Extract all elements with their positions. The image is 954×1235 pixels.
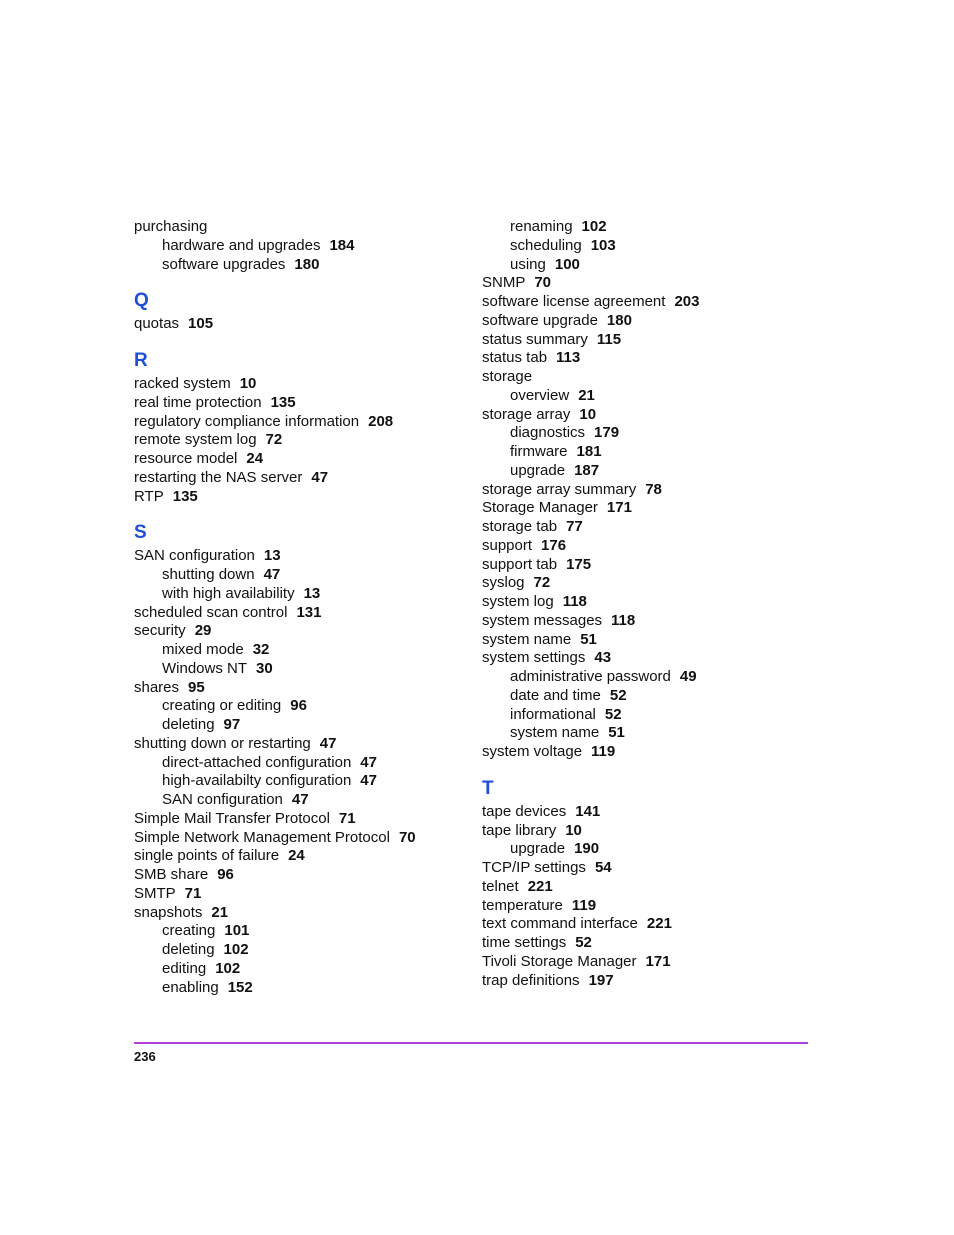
index-subentry [482, 237, 822, 256]
index-term: SMB share [134, 866, 209, 883]
index-entry [482, 537, 822, 556]
index-term: hardware and upgrades [162, 236, 321, 254]
index-letter-heading: S [134, 522, 147, 544]
index-term: restarting the NAS server [134, 468, 303, 486]
index-entry [134, 904, 474, 923]
index-term: Storage Manager [482, 499, 598, 517]
index-term: time settings [482, 934, 567, 951]
index-term: support [482, 536, 533, 554]
index-entry [482, 649, 822, 668]
index-term: regulatory compliance information [134, 412, 360, 430]
index-term: diagnostics [510, 424, 586, 442]
index-page-link[interactable]: 118 [562, 593, 587, 610]
index-entry [134, 488, 474, 507]
index-subentry [482, 668, 822, 687]
index-entry [482, 368, 822, 387]
index-term: shutting down [162, 566, 255, 583]
index-page-link[interactable]: 71 [338, 809, 356, 827]
index-term: Simple Network Management Protocol [134, 828, 390, 846]
index-term: tape devices [482, 802, 567, 820]
index-page-link[interactable]: 96 [290, 697, 307, 715]
index-page-link[interactable]: 190 [574, 840, 600, 858]
index-page-link[interactable]: 47 [291, 791, 309, 808]
index-page-link[interactable]: 152 [227, 978, 253, 996]
index-entry [482, 499, 822, 518]
index-entry [482, 803, 822, 822]
index-entry [482, 274, 822, 293]
index-term: creating or editing [162, 697, 282, 715]
index-entry [134, 885, 474, 904]
index-page-link[interactable]: 43 [594, 649, 612, 667]
index-term: SAN configuration [134, 547, 255, 565]
index-subentry [482, 256, 822, 275]
index-subentry [134, 754, 474, 773]
index-term: deleting [162, 716, 215, 733]
index-page-link[interactable]: 77 [566, 518, 583, 535]
index-subentry [482, 687, 822, 706]
index-entry [134, 679, 474, 698]
index-term: status tab [482, 349, 548, 367]
index-page-link[interactable]: 102 [215, 959, 241, 977]
index-page-link[interactable]: 184 [329, 236, 355, 254]
index-page-link[interactable]: 115 [596, 330, 622, 348]
index-page-link[interactable]: 221 [646, 915, 672, 933]
index-page-link[interactable]: 102 [581, 218, 607, 235]
index-page-link[interactable]: 97 [223, 716, 241, 733]
index-page-link[interactable]: 176 [541, 536, 567, 554]
index-entry [482, 953, 822, 972]
index-term: Simple Mail Transfer Protocol [134, 809, 330, 827]
index-subentry [482, 443, 822, 462]
index-page-link[interactable]: 180 [606, 311, 632, 329]
index-letter-heading: T [482, 777, 494, 799]
index-entry [134, 735, 474, 754]
index-page-link[interactable]: 118 [611, 611, 636, 629]
index-term: editing [162, 959, 207, 977]
index-term: tape library [482, 821, 557, 839]
index-page-link[interactable]: 96 [217, 866, 234, 883]
index-page-link[interactable]: 10 [565, 821, 582, 839]
index-term: support tab [482, 555, 558, 573]
index-subentry [482, 724, 822, 743]
index-page-link[interactable]: 24 [288, 847, 305, 865]
index-entry [482, 631, 822, 650]
index-term: SAN configuration [162, 791, 283, 808]
index-page-link[interactable]: 175 [566, 555, 592, 573]
index-term: temperature [482, 896, 563, 914]
index-subentry [482, 424, 822, 443]
index-entry [134, 394, 474, 413]
index-term: quotas [134, 315, 180, 333]
index-term: system name [482, 630, 572, 648]
index-term: upgrade [510, 840, 566, 858]
index-page-link[interactable]: 78 [645, 480, 662, 498]
index-page-link[interactable]: 72 [265, 431, 283, 449]
index-term: high-availabilty configuration [162, 772, 352, 790]
index-term: system log [482, 593, 554, 610]
index-term: using [510, 255, 546, 273]
index-entry [134, 604, 474, 623]
index-page-link[interactable]: 49 [679, 668, 697, 685]
index-page-link[interactable]: 52 [604, 705, 622, 723]
index-page-link[interactable]: 52 [609, 686, 627, 704]
index-page-link[interactable]: 203 [674, 293, 700, 310]
index-subentry [134, 660, 474, 679]
index-page-link[interactable]: 47 [319, 734, 337, 752]
index-page-link[interactable]: 71 [184, 884, 202, 902]
index-term: snapshots [134, 903, 203, 921]
index-page-link[interactable]: 171 [606, 499, 632, 517]
index-term: purchasing [134, 218, 208, 235]
index-subentry [482, 387, 822, 406]
index-term: system settings [482, 649, 586, 667]
index-subentry [134, 697, 474, 716]
index-term: racked system [134, 375, 231, 392]
index-entry [134, 810, 474, 829]
index-entry [134, 866, 474, 885]
index-term: Tivoli Storage Manager [482, 952, 637, 970]
index-page-link[interactable]: 29 [194, 622, 212, 640]
index-entry [482, 349, 822, 368]
index-page-link[interactable]: 10 [239, 375, 257, 392]
index-page-link[interactable]: 72 [533, 574, 551, 592]
index-page-link[interactable]: 197 [588, 971, 614, 989]
index-page-link[interactable]: 119 [591, 743, 616, 760]
index-subentry [134, 791, 474, 810]
index-term: with high availability [162, 584, 295, 602]
index-entry [134, 469, 474, 488]
index-page-link[interactable]: 181 [576, 443, 602, 460]
index-entry [134, 431, 474, 450]
index-letter-heading: Q [134, 290, 149, 312]
index-subentry [482, 462, 822, 481]
footer-rule [134, 1042, 808, 1044]
index-term: system voltage [482, 743, 583, 760]
index-term: TCP/IP settings [482, 859, 586, 876]
index-term: enabling [162, 978, 219, 996]
index-page-link[interactable]: 24 [246, 450, 264, 467]
index-term: status summary [482, 330, 588, 348]
index-entry [134, 847, 474, 866]
index-entry [482, 915, 822, 934]
index-page-link[interactable]: 13 [303, 584, 321, 602]
index-subentry [134, 641, 474, 660]
index-page-link[interactable]: 30 [256, 659, 273, 677]
index-term: mixed mode [162, 641, 244, 658]
index-column-left [134, 218, 474, 997]
index-page-link[interactable]: 47 [311, 468, 329, 486]
index-entry [482, 293, 822, 312]
index-term: remote system log [134, 431, 257, 449]
index-page-link[interactable]: 180 [294, 255, 320, 273]
index-page-link[interactable]: 208 [368, 412, 394, 430]
index-term: scheduled scan control [134, 603, 288, 621]
index-entry [134, 315, 474, 334]
index-page-link[interactable]: 70 [534, 274, 552, 292]
index-entry [134, 375, 474, 394]
index-entry [134, 622, 474, 641]
index-entry [482, 331, 822, 350]
index-page-link[interactable]: 131 [296, 603, 322, 621]
index-entry [482, 972, 822, 991]
index-term: resource model [134, 450, 238, 467]
index-term: deleting [162, 941, 215, 958]
index-entry [482, 897, 822, 916]
index-page-link[interactable]: 101 [224, 922, 250, 940]
index-term: storage array [482, 405, 571, 423]
index-term: telnet [482, 877, 519, 895]
index-page-link[interactable]: 135 [270, 393, 296, 411]
index-entry [134, 450, 474, 469]
index-term: RTP [134, 487, 164, 505]
index-page-link[interactable]: 221 [527, 877, 553, 895]
index-entry [482, 612, 822, 631]
index-term: shares [134, 678, 180, 696]
index-page-link[interactable]: 21 [211, 903, 229, 921]
index-term: SMTP [134, 884, 176, 902]
index-page-link[interactable]: 70 [398, 828, 416, 846]
index-term: storage [482, 368, 533, 385]
index-term: storage array summary [482, 480, 637, 498]
index-term: firmware [510, 443, 568, 460]
index-page-link[interactable]: 171 [645, 952, 671, 970]
index-page-link[interactable]: 10 [579, 405, 597, 423]
index-page-link[interactable]: 135 [172, 487, 198, 505]
index-term: SNMP [482, 274, 526, 292]
index-page-link[interactable]: 100 [554, 255, 580, 273]
index-term: renaming [510, 218, 573, 235]
index-term: shutting down or restarting [134, 734, 311, 752]
index-page-link[interactable]: 141 [575, 802, 601, 820]
index-entry [482, 556, 822, 575]
index-page-link[interactable]: 113 [556, 349, 581, 367]
index-subentry [482, 706, 822, 725]
index-subentry [482, 218, 822, 237]
index-term: administrative password [510, 668, 671, 685]
index-term: trap definitions [482, 971, 580, 989]
index-entry [482, 312, 822, 331]
index-term: scheduling [510, 236, 582, 254]
index-entry [482, 934, 822, 953]
index-term: upgrade [510, 461, 566, 479]
page-number: 236 [134, 1049, 156, 1064]
index-page-link[interactable]: 51 [580, 630, 597, 648]
index-term: date and time [510, 686, 601, 704]
index-term: system messages [482, 611, 603, 629]
index-page-link[interactable]: 102 [223, 941, 249, 958]
index-subentry [134, 979, 474, 998]
index-term: syslog [482, 574, 525, 592]
index-entry [482, 878, 822, 897]
index-page-link[interactable]: 51 [608, 724, 625, 742]
index-subentry [134, 566, 474, 585]
index-term: storage tab [482, 518, 558, 535]
index-page-link[interactable]: 47 [360, 772, 377, 790]
index-page-link[interactable]: 105 [188, 315, 214, 333]
index-page-link[interactable]: 95 [188, 678, 205, 696]
index-term: creating [162, 922, 216, 940]
index-term: security [134, 622, 186, 640]
index-letter-heading: R [134, 350, 148, 371]
index-subentry [134, 772, 474, 791]
index-subentry [482, 840, 822, 859]
index-term: real time protection [134, 393, 262, 411]
index-page-link[interactable]: 54 [594, 859, 612, 876]
index-term: single points of failure [134, 847, 280, 865]
index-entry [482, 593, 822, 612]
index-subentry [134, 585, 474, 604]
index-page-link[interactable]: 21 [578, 386, 595, 404]
index-entry [482, 743, 822, 762]
index-page-link[interactable]: 47 [263, 566, 281, 583]
index-page-link[interactable]: 103 [590, 236, 616, 254]
index-entry [482, 406, 822, 425]
index-page-link[interactable]: 13 [263, 547, 281, 565]
index-term: software license agreement [482, 293, 666, 310]
index-term: overview [510, 386, 570, 404]
index-page-link[interactable]: 179 [594, 424, 620, 442]
index-subentry [134, 960, 474, 979]
index-entry [482, 859, 822, 878]
index-entry [134, 413, 474, 432]
index-term: software upgrades [162, 255, 286, 273]
index-column-right [482, 218, 822, 990]
index-entry [134, 547, 474, 566]
index-entry [482, 518, 822, 537]
index-subentry [134, 716, 474, 735]
index-page-link[interactable]: 32 [252, 641, 270, 658]
index-page-link[interactable]: 47 [360, 753, 377, 771]
index-subentry [134, 237, 474, 256]
index-subentry [134, 922, 474, 941]
index-term: direct-attached configuration [162, 753, 352, 771]
index-page-link[interactable]: 119 [571, 896, 597, 914]
index-term: system name [510, 724, 600, 742]
index-entry [482, 481, 822, 500]
index-entry [134, 218, 474, 237]
index-term: software upgrade [482, 311, 598, 329]
index-page-link[interactable]: 187 [574, 461, 600, 479]
index-term: text command interface [482, 915, 638, 933]
index-page-link[interactable]: 52 [575, 934, 592, 951]
index-subentry [134, 941, 474, 960]
index-subentry [134, 256, 474, 275]
index-entry [482, 822, 822, 841]
index-entry [134, 829, 474, 848]
index-term: informational [510, 705, 596, 723]
index-term: Windows NT [162, 659, 248, 677]
index-entry [482, 574, 822, 593]
